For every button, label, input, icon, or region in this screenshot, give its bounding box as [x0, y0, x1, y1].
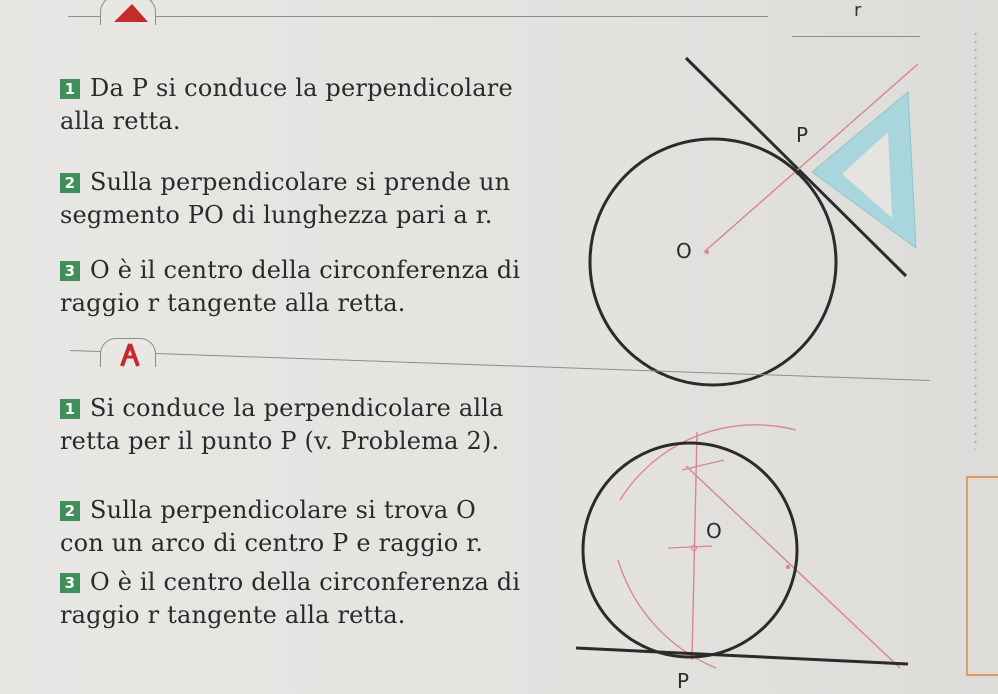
step-text-cont: segmento PO di lunghezza pari a r. [60, 201, 493, 229]
step-text: Sulla perpendicolare si trova O [90, 496, 477, 524]
step-number-badge: 2 [60, 173, 80, 193]
tangent-line [576, 648, 908, 664]
bisector-tick [668, 546, 712, 548]
step-text-cont: con un arco di centro P e raggio r. [60, 529, 484, 557]
step-number-badge: 1 [60, 79, 80, 99]
step-text-cont: raggio r tangente alla retta. [60, 601, 406, 629]
label-p: P [677, 669, 690, 693]
step-text: O è il centro della circonferenza di [90, 256, 521, 284]
step-number-badge: 2 [60, 501, 80, 521]
arc-tick [682, 460, 724, 470]
step-text-cont: alla retta. [60, 107, 181, 135]
step-text: O è il centro della circonferenza di [90, 568, 521, 596]
step-text: Si conduce la perpendicolare alla [90, 394, 504, 422]
step-text: Sulla perpendicolare si prende un [90, 168, 511, 196]
step-number-badge: 1 [60, 399, 80, 419]
step-text-cont: raggio r tangente alla retta. [60, 289, 406, 317]
step-number-badge: 3 [60, 261, 80, 281]
step-text: Da P si conduce la perpendicolare [90, 74, 513, 102]
tangent-circle [583, 443, 797, 657]
line-r-label: r [854, 0, 862, 21]
point-mark [786, 565, 790, 569]
label-o: O [706, 519, 722, 543]
step-text-cont: retta per il punto P (v. Problema 2). [60, 427, 500, 455]
label-o: O [676, 239, 692, 263]
compass-arc [620, 425, 796, 500]
step-number-badge: 3 [60, 573, 80, 593]
label-p: P [796, 123, 809, 147]
next-page-box-edge [966, 476, 998, 676]
diagonal-construction [686, 466, 900, 668]
